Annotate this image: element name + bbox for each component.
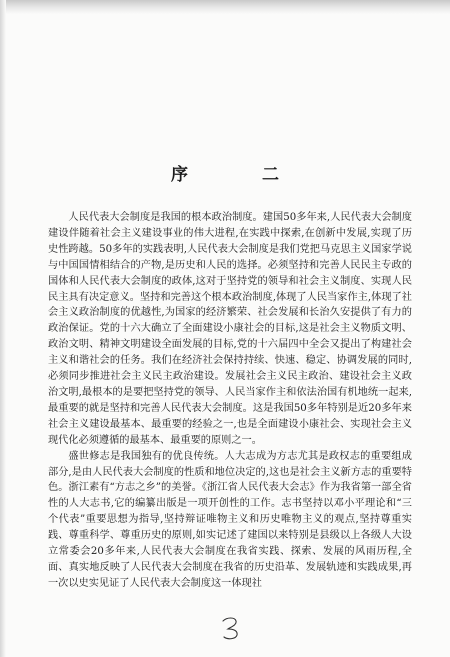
- paragraph: 盛世修志是我国独有的优良传统。人大志成为方志尤其是政权志的重要组成部分,是由人民代表大会制度的性质和地位决定的,这也是社会主义新方志的重要特色。浙江素有“方志之乡”的美誉。《浙江省人民代表大会志》作为我省第一部全省性的人大志书,它的编纂出版是一项开创性的工作。志书坚持以邓小平理论和“三个代表”重要思想为指导,坚持辩证唯物主义和历史唯物主义的观点,坚持尊重实践、尊重科学、尊重历史的原则,如实记述了建国以来特别是县级以上各级人大设立常委会20多年来,人民代表大会制度在我省实践、探索、发展的风雨历程,全面、真实地反映了人民代表大会制度在我省的历史沿革、发展轨迹和实践成果,再一次以史实见证了人民代表大会制度这一体现社: [48, 450, 412, 589]
- scan-shadow-top: [0, 0, 450, 14]
- document-body: [48, 210, 412, 592]
- page-title: 序 二: [171, 165, 313, 185]
- handwritten-page-number: [216, 612, 246, 642]
- scan-shadow-left: [0, 0, 6, 657]
- paragraph: 人民代表大会制度是我国的根本政治制度。建国50多年来,人民代表大会制度建设伴随着社会主义建设事业的伟大进程,在实践中探索,在创新中发展,实现了历史性跨越。50多年的实践表明,人民代表大会制度是我们党把马克思主义国家学说与中国国情相结合的产物,是历史和人民的选择。必须坚持和完善人民民主专政的国体和人民代表大会制度的政体,这对于坚持党的领导和社会主义制度、实现人民民主具有决定意义。坚持和完善这个根本政治制度,体现了人民当家作主,体现了社会主义政治制度的优越性,为国家的经济繁荣、社会发展和长治久安提供了有力的政治保证。党的十六大确立了全面建设小康社会的目标,这是社会主义物质文明、政治文明、精神文明建设全面发展的目标,党的十六届四中全会又提出了构建社会主义和谐社会的任务。我们在经济社会保持持续、快速、稳定、协调发展的同时,必须同步推进社会主义民主政治建设。发展社会主义民主政治、建设社会主义政治文明,最根本的是要把坚持党的领导、人民当家作主和依法治国有机地统一起来,最重要的就是坚持和完善人民代表大会制度。这是我国50多年特别是近20多年来社会主义建设最基本、最重要的经验之一,也是全面建设小康社会、实现社会主义现代化必须遵循的最基本、最重要的原则之一。: [48, 212, 412, 446]
